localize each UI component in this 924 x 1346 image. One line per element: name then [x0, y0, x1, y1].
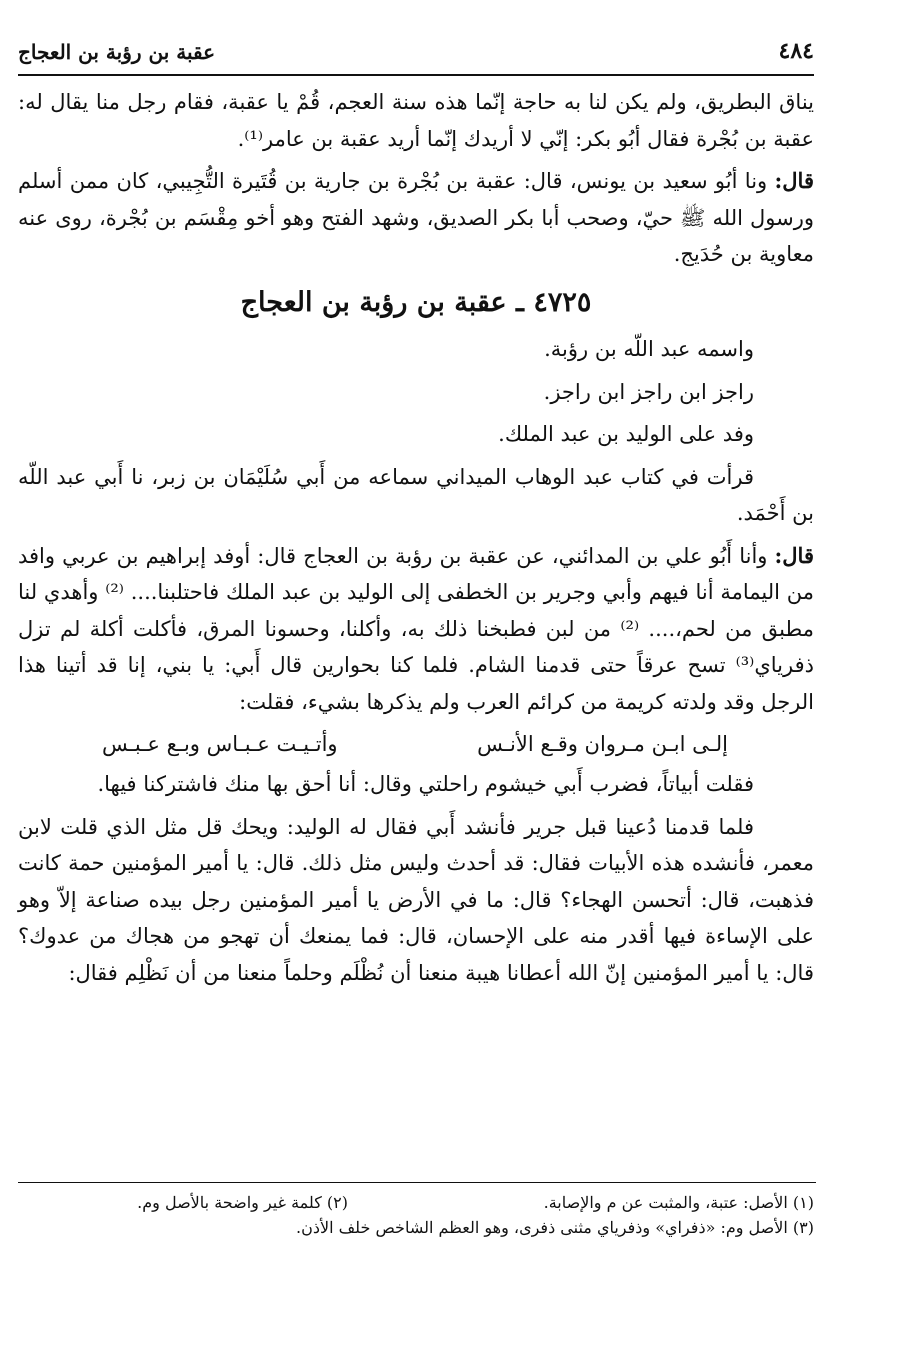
footnote-2: (٢) كلمة غير واضحة بالأصل وم. — [137, 1193, 348, 1212]
page-header — [18, 34, 814, 76]
paragraph-4 — [18, 538, 814, 721]
book-page — [18, 34, 814, 997]
verse — [18, 726, 814, 762]
footnote-rule — [18, 1182, 816, 1183]
paragraph-2 — [18, 163, 814, 273]
main-text — [18, 84, 814, 991]
footnote-row-1 — [18, 1189, 814, 1216]
footnotes — [18, 1182, 814, 1240]
paragraph-3: قرأت في كتاب عبد الوهاب الميداني سماعه من أَبي سُلَيْمَان بن زبر، نا أَبي عبد اللّه بن أَحْمَد. — [18, 464, 814, 525]
line-1: واسمه عبد اللّه بن رؤبة. — [544, 337, 754, 361]
footnote-3: (٣) الأصل وم: «ذفراي» وذفرياي مثنى ذفرى، وهو العظم الشاخص خلف الأذن. — [296, 1218, 814, 1237]
verse-hemistich-2: وأتـيـت عـبـاس وبـع عـبـس — [102, 732, 338, 756]
page-number: ٤٨٤ — [778, 38, 814, 64]
paragraph-4-lead: قال: — [774, 542, 814, 568]
paragraph-6: فلما قدمنا دُعينا قبل جرير فأنشد أَبي فقال له الوليد: ويحك قل مثل الذي قلت لابن معمر، فأنشده هذه الأبيات فقال: قد أحدث وليس مثل ذلك. قال: يا أمير المؤمنين حمة كانت فذهبت، قال: أتحسن الهجاء؟ قال: ما في الأرض يا أمير المؤمنين رجل بيده صناعة إلاّ وهو على الإساءة فيها أقدر منه على الإحسان، قال: فما يمنعك أن تهجو من هجاك من عدوك؟ قال: يا أمير المؤمنين إنّ الله أعطانا هيبة منعنا أن نُظْلَم وحلماً منعنا من أن نَظْلِم فقال: — [18, 814, 814, 985]
line-3: وفد على الوليد بن عبد الملك. — [498, 422, 754, 446]
footnote-1: (١) الأصل: عتبة، والمثبت عن م والإصابة. — [543, 1193, 814, 1212]
paragraph-2-text: ونا أبُو سعيد بن يونس، قال: عقبة بن بُجْرة بن جارية بن قُتَيرة التُّجِيبي، كان ممن أسلم ورسول الله ﷺ حيّ، وصحب أبا بكر الصديق، وشهد الفتح وهو أخو مِقْسَم بن بُجْرة، روى عنه معاوية بن حُدَيج. — [18, 169, 814, 266]
paragraph-2-lead: قال: — [774, 168, 814, 193]
verse-hemistich-1: إلـى ابـن مـروان وقـع الأنـس — [477, 732, 728, 756]
paragraph-5: فقلت أبياتاً، فضرب أَبي خيشوم راحلتي وقال: أنا أحق بها منك فاشتركنا فيها. — [97, 772, 754, 796]
running-title: عقبة بن رؤبة بن العجاج — [18, 40, 216, 64]
line-2: راجز ابن راجز ابن راجز. — [543, 379, 754, 404]
entry-heading: ٤٧٢٥ ـ عقبة بن رؤبة بن العجاج — [240, 286, 592, 318]
paragraph-1: يناق البطريق، ولم يكن لنا به حاجة إنّما هذه سنة العجم، قُمْ يا عقبة، فقام رجل منا يقال له: عقبة بن بُجْرة فقال أبُو بكر: إنّي لا أريدك إنّما أريد عقبة بن عامر⁽¹⁾. — [18, 90, 814, 151]
paragraph-4-text: وأنا أَبُو علي بن المدائني، عن عقبة بن رؤبة بن العجاج قال: أوفد إبراهيم بن عربي وافد من اليمامة أنا فيهم وأبي وجرير بن الخطفى إلى الوليد بن عبد الملك فاحتلبنا.... ⁽²⁾ وأهدي لنا مطبق من لحم،.... ⁽²⁾ من لبن فطبخنا ذلك به، وأكلنا، وحسونا المرق، فأكلت أكلة لم تزل ذفرياي⁽³⁾ تسح عرقاً حتى قدمنا الشام. فلما كنا بحوارين قال أَبي: يا بني، إنا قد أتينا هذا الرجل وقد ولدته كريمة من كرائم العرب ولم يذكرها بشيء، فقلت: — [18, 543, 814, 714]
